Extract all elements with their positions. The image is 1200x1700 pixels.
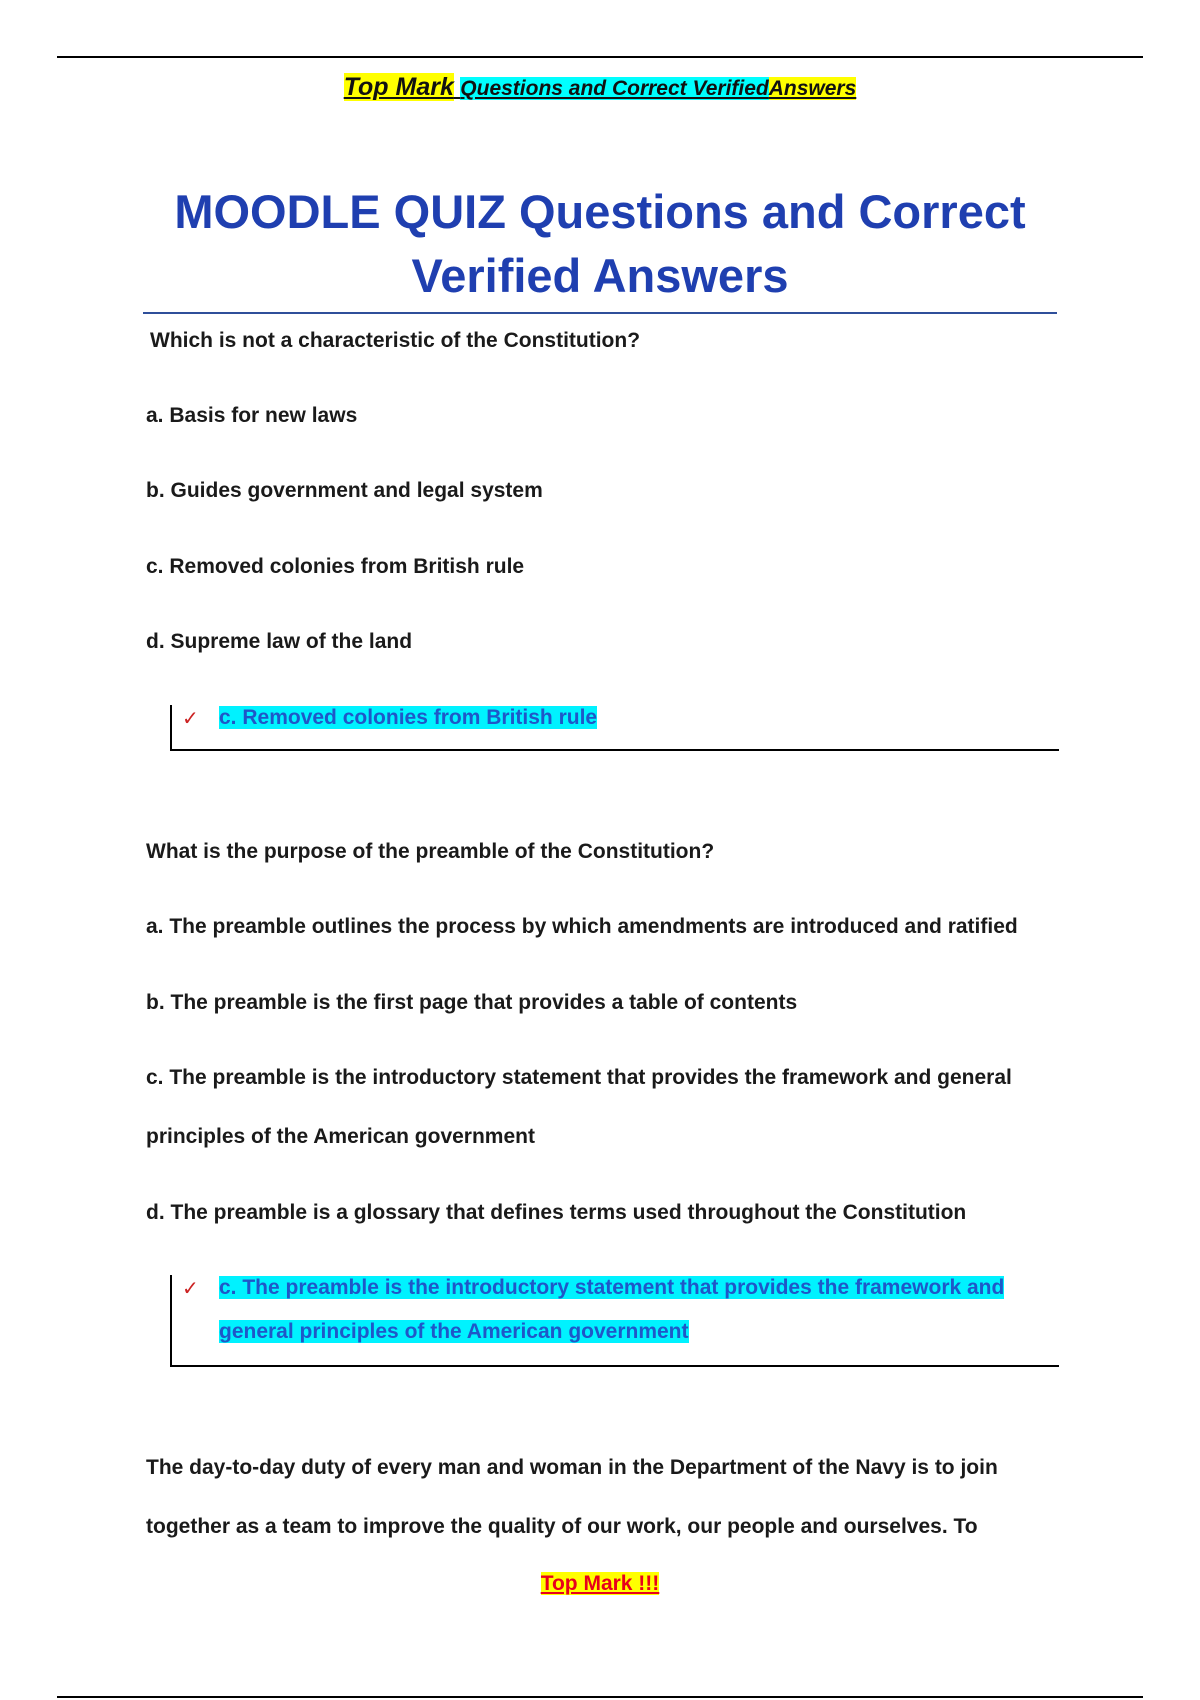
bottom-rule [57, 1696, 1143, 1698]
question-2-answer-line-1: c. The preamble is the introductory statement that provides the framework and [219, 1276, 1005, 1299]
question-1-prompt: Which is not a characteristic of the Constitution? [150, 329, 641, 352]
question-1-option-d: d. Supreme law of the land [146, 630, 413, 653]
question-2-prompt: What is the purpose of the preamble of the Constitution? [146, 840, 715, 863]
question-2-option-a: a. The preamble outlines the process by which amendments are introduced and ratified [146, 915, 1018, 938]
page-header [0, 72, 1200, 104]
header-brand: Top Mark [343, 73, 454, 101]
question-1-answer [219, 706, 597, 730]
question-2-option-c: c. The preamble is the introductory statement that provides the framework and general [146, 1066, 1012, 1089]
check-icon: ✓ [182, 708, 199, 730]
passage-line-2: together as a team to improve the quality of our work, our people and ourselves. To [146, 1515, 978, 1538]
question-1-option-b: b. Guides government and legal system [146, 479, 543, 502]
footer-label: Top Mark !!! [540, 1572, 660, 1595]
question-2-answer-line-2: general principles of the American government [219, 1320, 689, 1343]
header-subtitle: Questions and Correct Verified [460, 77, 769, 100]
page-title-line-1: MOODLE QUIZ Questions and Correct [174, 185, 1026, 238]
passage-line-1: The day-to-day duty of every man and woman in the Department of the Navy is to join [146, 1456, 998, 1479]
question-1-answer-box [170, 705, 1059, 751]
question-2-option-c-cont: principles of the American government [146, 1125, 535, 1148]
footer-brand [0, 1572, 1200, 1596]
question-2-answer-box [170, 1275, 1059, 1367]
header-subtitle-end: Answers [768, 77, 857, 100]
question-2-answer-line-1-wrap [219, 1276, 1004, 1300]
question-2-option-d: d. The preamble is a glossary that defines terms used throughout the Constitution [146, 1201, 967, 1224]
question-2-option-b: b. The preamble is the first page that provides a table of contents [146, 991, 798, 1014]
question-2-answer-line-2-wrap [219, 1320, 689, 1344]
page-title-line-2: Verified Answers [411, 249, 789, 302]
question-1-answer-line-1: c. Removed colonies from British rule [219, 706, 598, 729]
check-icon: ✓ [182, 1278, 199, 1300]
question-1-option-c: c. Removed colonies from British rule [146, 555, 525, 578]
top-rule [57, 56, 1143, 58]
question-1-option-a: a. Basis for new laws [146, 404, 358, 427]
title-divider [143, 312, 1057, 314]
page-title [0, 180, 1200, 308]
